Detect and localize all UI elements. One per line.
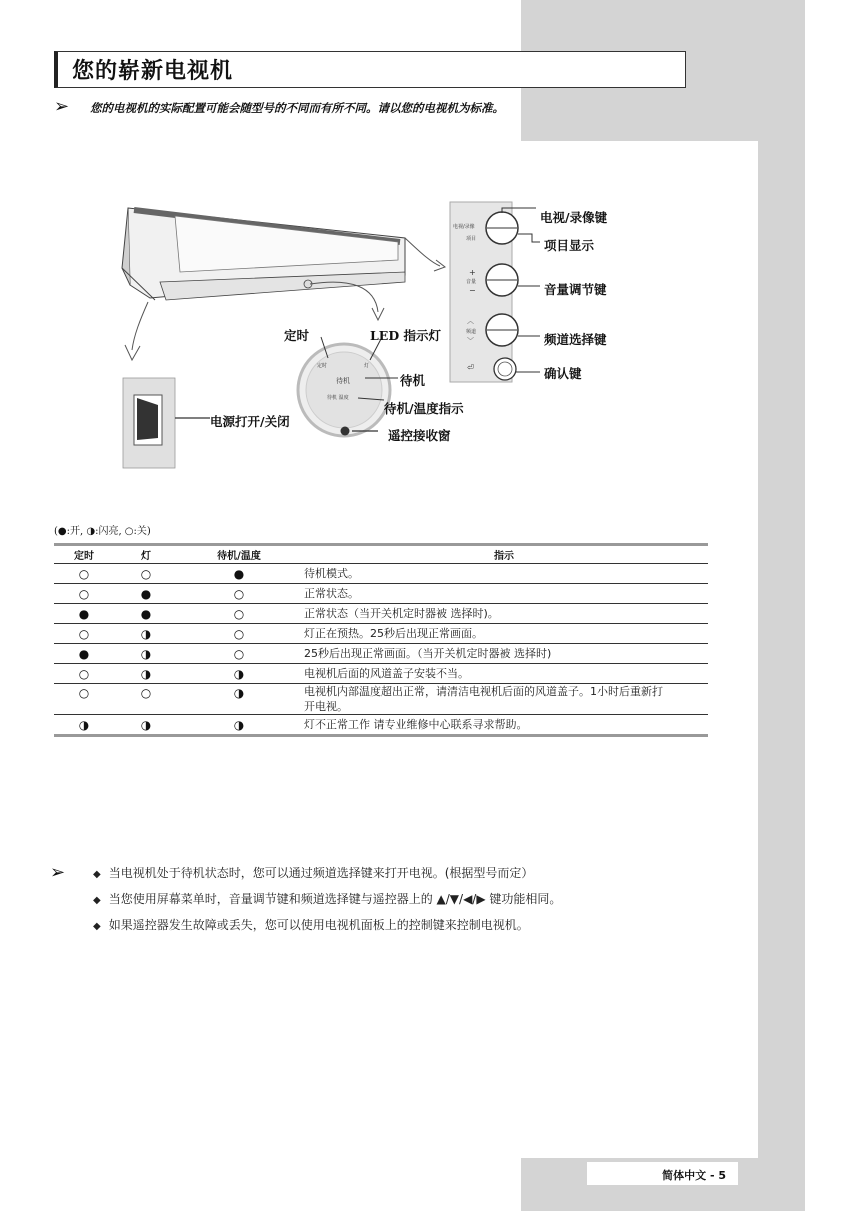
lamp-state: ○: [114, 684, 178, 715]
table-row: [54, 584, 708, 604]
lamp-state: ●: [114, 604, 178, 624]
led-indicator-label: LED 指示灯: [370, 328, 442, 343]
indication-text: 灯正在预热。25秒后出现正常画面。: [300, 624, 708, 644]
remote-window-label: 遥控接收窗: [388, 428, 451, 443]
dial-temp-text: 待机 温度: [327, 395, 349, 401]
col-header-lamp: 灯: [114, 545, 178, 564]
panel-enter-icon: ⏎: [467, 363, 474, 372]
volume-key-label: 音量调节键: [544, 282, 607, 297]
tip-text: 当您使用屏幕菜单时，音量调节键和频道选择键与遥控器上的 ▲/▼/◀/▶ 键功能相同。: [108, 892, 562, 906]
tip-text: 如果遥控器发生故障或丢失，您可以使用电视机面板上的控制键来控制电视机。: [108, 918, 529, 932]
page-number: 简体中文 - 5: [587, 1162, 738, 1185]
diamond-bullet-icon: ◆: [93, 921, 101, 932]
power-switch-label: 电源打开/关闭: [210, 414, 290, 429]
note-text: 您的电视机的实际配置可能会随型号的不同而有所不同。请以您的电视机为标准。: [90, 101, 504, 115]
tip-item: [93, 890, 561, 907]
channel-key-label: 频道选择键: [544, 332, 607, 347]
tips-arrow-icon: ➢: [50, 862, 66, 883]
timer-state: ◑: [54, 715, 114, 736]
timer-state: ●: [54, 644, 114, 664]
timer-state: ○: [54, 584, 114, 604]
lamp-state: ◑: [114, 644, 178, 664]
col-header-standby-temp: 待机/温度: [178, 545, 300, 564]
lamp-state: ◑: [114, 715, 178, 736]
table-row: [54, 715, 708, 736]
margin-band-right: [758, 141, 805, 1211]
standby-temp-state: ○: [178, 644, 300, 664]
tip-item: [93, 864, 533, 881]
panel-tv-video-text: 电视/录像: [453, 224, 475, 230]
col-header-timer: 定时: [54, 545, 114, 564]
panel-plus-text: +: [469, 268, 476, 277]
standby-label: 待机: [400, 373, 426, 388]
timer-state: ○: [54, 564, 114, 584]
dial-lamp-text: 灯: [364, 363, 370, 369]
dial-timer-text: 定时: [317, 363, 328, 369]
page-title-box: [54, 51, 686, 88]
lamp-state: ●: [114, 584, 178, 604]
table-row: [54, 644, 708, 664]
indication-text: 正常状态。: [300, 584, 708, 604]
item-display-label: 项目显示: [544, 238, 595, 253]
standby-temp-state: ◑: [178, 664, 300, 684]
standby-temp-state: ○: [178, 624, 300, 644]
timer-state: ○: [54, 684, 114, 715]
diamond-bullet-icon: ◆: [93, 869, 101, 880]
lamp-state: ◑: [114, 624, 178, 644]
tip-item: [93, 916, 529, 933]
panel-down-text: ﹀: [467, 337, 474, 345]
standby-temp-state: ●: [178, 564, 300, 584]
remote-window-dot-icon: [341, 427, 350, 436]
panel-item-text: 项目: [466, 236, 477, 242]
tv-video-key-label: 电视/录像键: [540, 210, 608, 225]
enter-key-label: 确认键: [544, 366, 582, 381]
table-row: [54, 664, 708, 684]
col-header-indication: 指示: [300, 545, 708, 564]
standby-temp-label: 待机/温度指示: [384, 401, 464, 416]
panel-channel-text: 频道: [466, 329, 477, 335]
tv-controls-diagram: [100, 190, 660, 480]
timer-label: 定时: [284, 328, 310, 343]
indication-text: 正常状态（当开关机定时器被 选择时)。: [300, 604, 708, 624]
timer-state: ●: [54, 604, 114, 624]
status-legend: (●:开, ◑:闪亮, ○:关): [54, 526, 151, 537]
indication-text: 电视机后面的风道盖子安装不当。: [300, 664, 708, 684]
indication-text: 25秒后出现正常画面。（当开关机定时器被 选择时): [300, 644, 708, 664]
standby-temp-state: ◑: [178, 684, 300, 715]
table-row: [54, 564, 708, 584]
lamp-state: ○: [114, 564, 178, 584]
status-table: [54, 543, 708, 737]
standby-temp-state: ○: [178, 584, 300, 604]
indication-text: 待机模式。: [300, 564, 708, 584]
panel-volume-text: 音量: [466, 279, 477, 285]
diamond-bullet-icon: ◆: [93, 895, 101, 906]
table-row: [54, 624, 708, 644]
panel-up-text: ︿: [467, 317, 474, 325]
tip-text: 当电视机处于待机状态时，您可以通过频道选择键来打开电视。(根据型号而定）: [108, 866, 534, 880]
timer-state: ○: [54, 624, 114, 644]
indication-text: 灯不正常工作 请专业维修中心联系寻求帮助。: [300, 715, 708, 736]
note-arrow-icon: ➢: [54, 96, 70, 117]
panel-minus-text: −: [469, 286, 476, 295]
page-title: 您的崭新电视机: [72, 58, 234, 84]
indication-text: 电视机内部温度超出正常，请清洁电视机后面的风道盖子。1小时后重新打开电视。: [300, 684, 708, 715]
dial-standby-text: 待机: [336, 377, 350, 385]
lamp-state: ◑: [114, 664, 178, 684]
table-row: [54, 684, 708, 715]
table-row: [54, 604, 708, 624]
standby-temp-state: ◑: [178, 715, 300, 736]
standby-temp-state: ○: [178, 604, 300, 624]
timer-state: ○: [54, 664, 114, 684]
